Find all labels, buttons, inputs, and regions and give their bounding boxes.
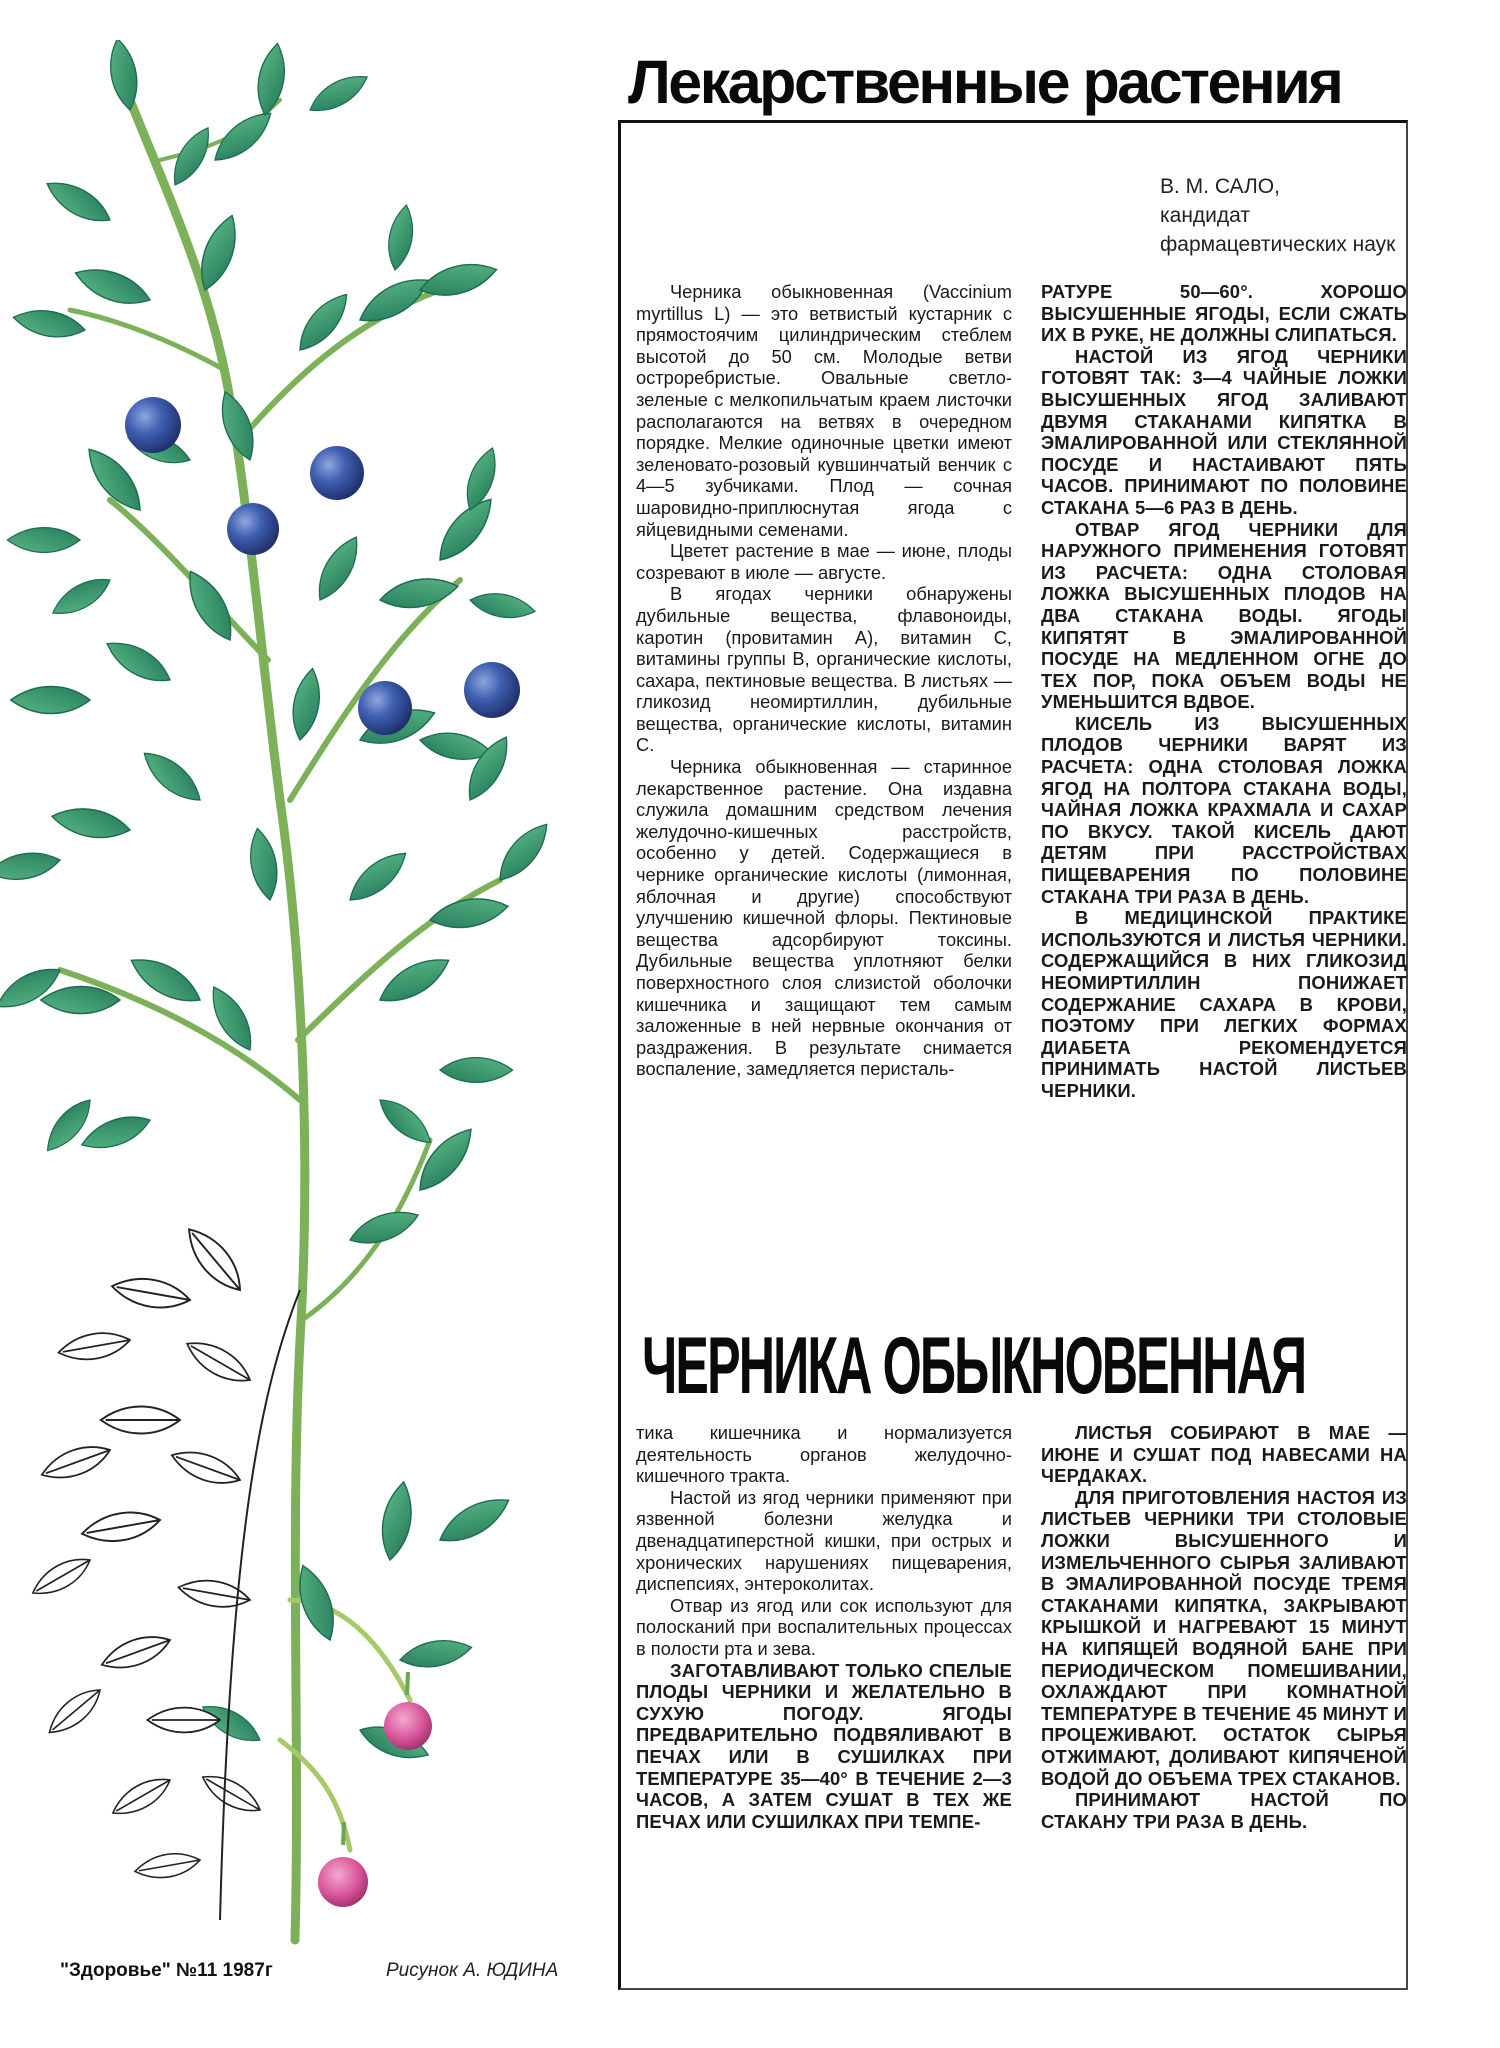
paragraph: ОТВАР ЯГОД ЧЕРНИКИ ДЛЯ НАРУЖНОГО ПРИМЕНЕНИЯ ГОТОВЯТ ИЗ РАСЧЕТА: ОДНА СТОЛОВАЯ ЛОЖКА ВЫСУШЕННЫХ ПЛОДОВ НА ДВА СТАКАНА ВОДЫ. ЯГОДЫ КИПЯТЯТ В ЭМАЛИРОВАННОЙ ПОСУДЕ НА МЕДЛЕННОМ ОГНЕ ДО ТЕХ ПОР, ПОКА ОБЪЕМ ВОДЫ НЕ УМЕНЬШИТСЯ ВДВОЕ. bbox=[1041, 518, 1407, 713]
illustration-credit: Рисунок А. ЮДИНА bbox=[386, 1960, 559, 1981]
paragraph: КИСЕЛЬ ИЗ ВЫСУШЕННЫХ ПЛОДОВ ЧЕРНИКИ ВАРЯТ ИЗ РАСЧЕТА: ОДНА СТОЛОВАЯ ЛОЖКА ЯГОД НА ПОЛТОРА СТАКАНА ВОДЫ, ЧАЙНАЯ ЛОЖКА КРАХМАЛА И САХАР ПО ВКУСУ. ТАКОЙ КИСЕЛЬ ДАЮТ ДЕТЯМ ПРИ РАССТРОЙСТВАХ ПИЩЕВАРЕНИЯ ПО ПОЛОВИНЕ СТАКАНА ТРИ РАЗА В ДЕНЬ. bbox=[1041, 712, 1407, 907]
berries bbox=[125, 397, 520, 735]
berry bbox=[464, 662, 520, 718]
flower-bud bbox=[318, 1857, 368, 1907]
author-name: В. М. САЛО, bbox=[1160, 175, 1280, 198]
blueberry-illustration bbox=[0, 40, 600, 1980]
paragraph: Цветет растение в мае — июне, плоды созревают в июле — августе. bbox=[636, 540, 1012, 583]
paragraph: ЗАГОТАВЛИВАЮТ ТОЛЬКО СПЕЛЫЕ ПЛОДЫ ЧЕРНИКИ И ЖЕЛАТЕЛЬНО В СУХУЮ ПОГОДУ. ЯГОДЫ ПРЕДВАРИТЕЛЬНО ПОДВЯЛИВАЮТ В ПЕЧАХ ИЛИ В СУШИЛКАХ ПРИ ТЕМПЕРАТУРЕ 35—40° В ТЕЧЕНИЕ 2—3 ЧАСОВ, А ЗАТЕМ СУШАТ В ТЕХ ЖЕ ПЕЧАХ ИЛИ СУШИЛКАХ ПРИ ТЕМПЕ- bbox=[636, 1659, 1012, 1832]
paragraph: НАСТОЙ ИЗ ЯГОД ЧЕРНИКИ ГОТОВЯТ ТАК: 3—4 ЧАЙНЫЕ ЛОЖКИ ВЫСУШЕННЫХ ЯГОД ЗАЛИВАЮТ ДВУМЯ СТАКАНАМИ КИПЯТКА В ЭМАЛИРОВАННОЙ ИЛИ СТЕКЛЯННОЙ ПОСУДЕ И НАСТАИВАЮТ ПЯТЬ ЧАСОВ. ПРИНИМАЮТ ПО ПОЛОВИНЕ СТАКАНА 5—6 РАЗ В ДЕНЬ. bbox=[1041, 345, 1407, 518]
column-a bbox=[636, 281, 1012, 1080]
rubric-title: Лекарственные растения bbox=[628, 48, 1342, 116]
column-b bbox=[1041, 281, 1407, 1102]
author-title-line1: кандидат bbox=[1160, 204, 1250, 227]
author-title-line2: фармацевтических наук bbox=[1160, 233, 1396, 256]
paragraph: ДЛЯ ПРИГОТОВЛЕНИЯ НАСТОЯ ИЗ ЛИСТЬЕВ ЧЕРНИКИ ТРИ СТОЛОВЫЕ ЛОЖКИ ВЫСУШЕННОГО И ИЗМЕЛЬЧЕННОГО СЫРЬЯ ЗАЛИВАЮТ В ЭМАЛИРОВАННОЙ ПОСУДЕ ТРЕМЯ СТАКАНАМИ КИПЯТКА, ЗАКРЫВАЮТ КРЫШКОЙ И НАГРЕВАЮТ 15 МИНУТ НА КИПЯЩЕЙ ВОДЯНОЙ БАНЕ ПРИ ПЕРИОДИЧЕСКОМ ПОМЕШИВАНИИ, ОХЛАЖДАЮТ ПРИ КОМНАТНОЙ ТЕМПЕРАТУРЕ В ТЕЧЕНИЕ 45 МИНУТ И ПРОЦЕЖИВАЮТ. ОСТАТОК СЫРЬЯ ОТЖИМАЮТ, ДОЛИВАЮТ КИПЯЧЕНОЙ ВОДОЙ ДО ОБЪЕМА ТРЕХ СТАКАНОВ. bbox=[1041, 1486, 1407, 1789]
paragraph: ПРИНИМАЮТ НАСТОЙ ПО СТАКАНУ ТРИ РАЗА В ДЕНЬ. bbox=[1041, 1789, 1407, 1832]
article-headline: ЧЕРНИКА ОБЫКНОВЕННАЯ bbox=[642, 1321, 1306, 1411]
berry bbox=[310, 446, 364, 500]
paragraph: Черника обыкновенная — старинное лекарственное растение. Она издавна служила домашним средством лечения желудочно-кишечных расстройств, особенно у детей. Содержащиеся в чернике органические кислоты (лимонная, яблочная и другие) способствуют улучшению кишечной флоры. Пектиновые вещества адсорбируют токсины. Дубильные вещества уплотняют белки поверхностного слоя слизистой оболочки кишечника и защищают тем самым заложенные в ней нервные окончания от раздражения. В результате снимается воспаление, замедляется перисталь- bbox=[636, 756, 1012, 1080]
author-byline bbox=[1160, 172, 1420, 259]
flowers bbox=[318, 1672, 432, 1907]
paragraph: Черника обыкновенная (Vaccinium myrtillus L) — это ветвистый кустарник с прямостоячим цилиндрическим стеблем высотой до 50 см. Молодые ветви остроребристые. Овальные светло-зеленые с мелкопильчатым краем листочки располагаются на ветвях в очередном порядке. Мелкие одиночные цветки имеют зеленовато-розовый кувшинчатый венчик с 4—5 зубчиками. Плод — сочная шаровидно-приплюснутая ягода с яйцевидными семенами. bbox=[636, 281, 1012, 540]
paragraph: РАТУРЕ 50—60°. ХОРОШО ВЫСУШЕННЫЕ ЯГОДЫ, ЕСЛИ СЖАТЬ ИХ В РУКЕ, НЕ ДОЛЖНЫ СЛИПАТЬСЯ. bbox=[1041, 281, 1407, 346]
column-d bbox=[1041, 1422, 1407, 1832]
paragraph: Отвар из ягод или сок используют для полосканий при воспалительных процессах в полости рта и зева. bbox=[636, 1594, 1012, 1659]
berry bbox=[125, 397, 181, 453]
source-caption: "Здоровье" №11 1987г bbox=[60, 1960, 273, 1981]
paragraph: ЛИСТЬЯ СОБИРАЮТ В МАЕ — ИЮНЕ И СУШАТ ПОД НАВЕСАМИ НА ЧЕРДАКАХ. bbox=[1041, 1422, 1407, 1487]
paragraph: Настой из ягод черники применяют при язвенной болезни желудка и двенадцатиперстной кишки, при острых и хронических нарушениях пищеварения, диспепсиях, энтероколитах. bbox=[636, 1486, 1012, 1595]
column-c bbox=[636, 1422, 1012, 1832]
berry bbox=[358, 681, 412, 735]
flower-bud bbox=[384, 1702, 432, 1750]
berry bbox=[227, 503, 279, 555]
outline-leaves bbox=[27, 1221, 265, 1883]
paragraph: В ягодах черники обнаружены дубильные вещества, флавоноиды, каротин (провитамин А), витамин С, витамины группы В, органические кислоты, сахара, пектиновые вещества. В листьях — гликозид неомиртиллин, дубильные вещества, органические кислоты, витамин С. bbox=[636, 583, 1012, 756]
paragraph: В МЕДИЦИНСКОЙ ПРАКТИКЕ ИСПОЛЬЗУЮТСЯ И ЛИСТЬЯ ЧЕРНИКИ. СОДЕРЖАЩИЙСЯ В НИХ ГЛИКОЗИД НЕОМИРТИЛЛИН ПОНИЖАЕТ СОДЕРЖАНИЕ САХАРА В КРОВИ, ПОЭТОМУ ПРИ ЛЕГКИХ ФОРМАХ ДИАБЕТА РЕКОМЕНДУЕТСЯ ПРИНИМАТЬ НАСТОЙ ЛИСТЬЕВ ЧЕРНИКИ. bbox=[1041, 907, 1407, 1101]
paragraph: тика кишечника и нормализуется деятельность органов желудочно-кишечного тракта. bbox=[636, 1422, 1012, 1487]
leaves bbox=[0, 40, 556, 1766]
